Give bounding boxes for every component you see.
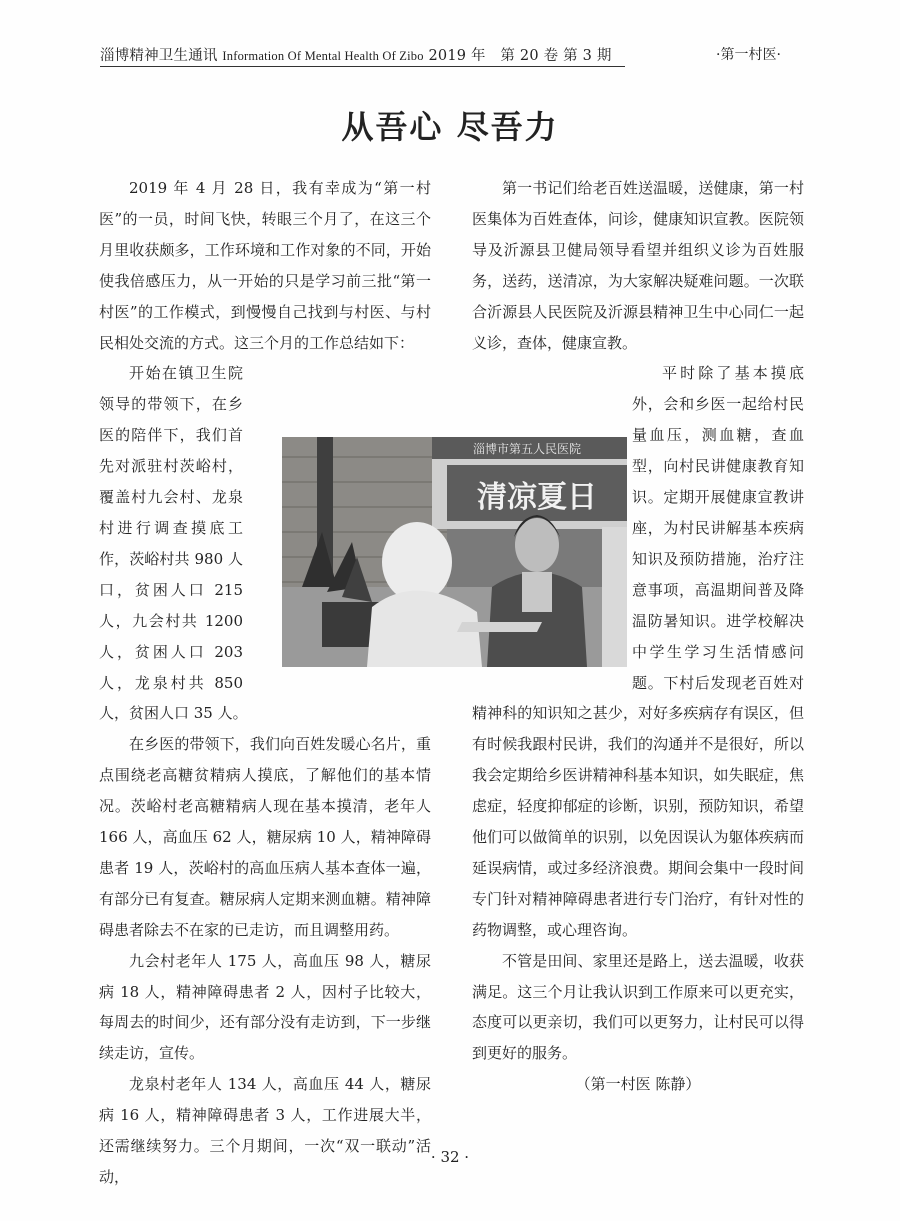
- article-photo: [282, 437, 627, 667]
- paragraph: 第一书记们给老百姓送温暖，送健康，第一村医集体为百姓查体，问诊，健康知识宣教。医院领导及沂源县卫健局领导看望并组织义诊为百姓服务，送药，送清凉，为大家解决疑难问题。一次联合沂源县人民医院及沂源县精神卫生中心同仁一起义诊，查体，健康宣教。: [472, 179, 804, 352]
- journal-issue: 2019 年 第 20 卷 第 3 期: [428, 48, 612, 64]
- journal-title-en: Information Of Mental Health Of Zibo: [222, 49, 424, 63]
- paragraph: 在乡医的带领下，我们向百姓发暖心名片，重点围绕老高糖贫精病人摸底，了解他们的基本情况。茨峪村老高糖精病人现在基本摸清，老年人 166 人，高血压 62 人，糖尿病 10 人，精神障碍患者 19 人，茨峪村的高血压病人基本查体一遍，有部分已有复查。糖尿病人定期来测血糖。精神障碍患者除去不在家的已走访，而且调整用药。: [99, 735, 431, 939]
- journal-title-cn: 淄博精神卫生通讯: [100, 48, 218, 64]
- paragraph: 九会村老年人 175 人，高血压 98 人，糖尿病 18 人，精神障碍患者 2 人，因村子比较大，每周去的时间少，还有部分没有走访到，下一步继续走访，宣传。: [99, 951, 431, 1063]
- paragraph: 不管是田间、家里还是路上，送去温暖，收获满足。这三个月让我认识到工作原来可以更充实，态度可以更亲切，我们可以更努力，让村民可以得到更好的服务。: [472, 951, 804, 1063]
- section-label: ·第一村医·: [716, 47, 781, 63]
- paragraph: 2019 年 4 月 28 日，我有幸成为“第一村医”的一员，时间飞快，转眼三个月了，在这三个月里收获颇多，工作环境和工作对象的不同，开始使我倍感压力，从一开始的只是学习前三批“第一村医”的工作模式，到慢慢自己找到与村医、与村民相处交流的方式。这三个月的工作总结如下：: [99, 179, 431, 352]
- paragraph: 开始在镇卫生院领导的带领下，在乡医的陪伴下，我们首先对派驻村茨峪村，覆盖村九会村、龙泉村进行调查摸底工作，茨峪村共 980 人口，贫困人口 215 人，九会村共 1200 人，贫困人口 203 人，龙泉村共 850 人，贫困人口 35 人。: [99, 364, 248, 723]
- page-number: · 32 ·: [430, 1148, 470, 1166]
- author-signature: （第一村医 陈静）: [575, 1075, 701, 1094]
- paragraph: 龙泉村老年人 134 人，高血压 44 人，糖尿病 16 人，精神障碍患者 3 人，工作进展大半，还需继续努力。三个月期间，一次“双一联动”活动，: [99, 1075, 431, 1186]
- photo-banner-main: 清凉夏日: [477, 480, 597, 515]
- photo-banner-top: 淄博市第五人民医院: [472, 442, 582, 456]
- running-header: [100, 38, 625, 67]
- paragraph: 平时除了基本摸底外，会和乡医一起给村民量血压，测血糖，查血型，向村民讲健康教育知识。定期开展健康宣教讲座，为村民讲解基本疾病知识及预防措施，治疗注意事项，高温期间普及降温防暑知识。进学校解决中学生学习生活情感问题。下村后发现老百姓对精神科的知识知之甚少，对好多疾病存有误区，但有时候我跟村民讲，我们的沟通并不是很好，所以我会定期给乡医讲精神科基本知识，如失眠症，焦虑症，轻度抑郁症的诊断，识别，预防知识，希望他们可以做简单的识别，以免因误认为躯体疾病而延误病情，或过多经济浪费。期间会集中一段时间专门针对精神障碍患者进行专门治疗，有针对性的药物调整，或心理咨询。: [472, 364, 804, 939]
- photo-illustration: [282, 437, 627, 667]
- left-column: [99, 173, 431, 1193]
- article-title: 从吾心 尽吾力: [341, 108, 559, 146]
